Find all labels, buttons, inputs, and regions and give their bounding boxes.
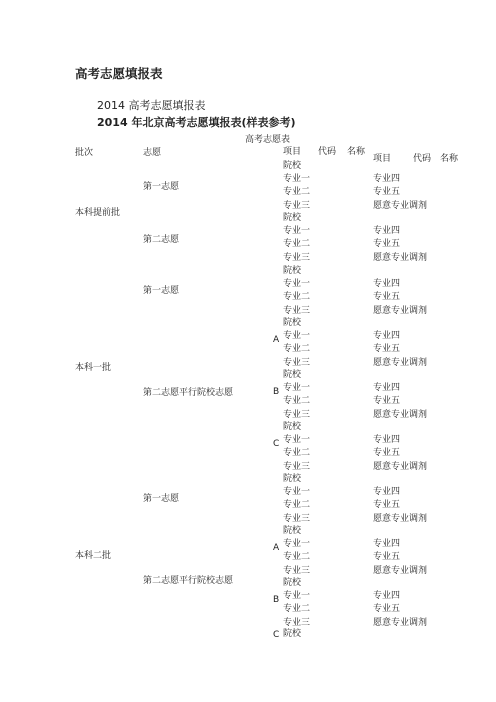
major-five-b1-w2: 专业五 bbox=[373, 239, 401, 250]
school-label-b2-pA: 院校 bbox=[283, 318, 302, 328]
school-label-b1-w1: 院校 bbox=[283, 161, 302, 171]
major-five-b3-pB: 专业五 bbox=[373, 604, 401, 615]
major-three-b2-w1: 专业三 bbox=[283, 305, 311, 316]
school-letter-b2-pB: B bbox=[273, 387, 280, 398]
header-name-left: 名称 bbox=[347, 147, 366, 157]
adjust-label-b2-pC: 愿意专业调剂 bbox=[373, 461, 428, 472]
header-wish: 志愿 bbox=[143, 148, 162, 158]
school-label-b2-pB: 院校 bbox=[283, 370, 302, 380]
major-four-b2-pB: 专业四 bbox=[373, 383, 401, 394]
major-one-b3-w1: 专业一 bbox=[283, 487, 311, 498]
wish-first-b1: 第一志愿 bbox=[143, 182, 180, 192]
school-label-b3-pA: 院校 bbox=[283, 526, 302, 536]
wish-first-b2: 第一志愿 bbox=[143, 286, 180, 296]
table-title: 2014 年北京高考志愿填报表(样表参考) bbox=[97, 116, 296, 129]
major-five-b2-w1: 专业五 bbox=[373, 292, 401, 303]
major-two-b2-pA: 专业二 bbox=[283, 344, 311, 355]
adjust-label-b1-w2: 愿意专业调剂 bbox=[373, 252, 428, 263]
major-five-b1-w1: 专业五 bbox=[373, 187, 401, 198]
major-one-b1-w1: 专业一 bbox=[283, 174, 311, 185]
major-two-b2-pB: 专业二 bbox=[283, 396, 311, 407]
major-one-b3-pB: 专业一 bbox=[283, 591, 311, 602]
school-label-b3-pB: 院校 bbox=[283, 578, 302, 588]
header-name-right: 名称 bbox=[440, 154, 459, 164]
major-three-b3-w1: 专业三 bbox=[283, 513, 311, 524]
major-five-b2-pC: 专业五 bbox=[373, 448, 401, 459]
major-one-b2-pC: 专业一 bbox=[283, 435, 311, 446]
wish-parallel-b3: 第二志愿平行院校志愿 bbox=[143, 576, 234, 586]
major-three-b2-pB: 专业三 bbox=[283, 409, 311, 420]
major-three-b1-w1: 专业三 bbox=[283, 200, 311, 211]
major-one-b2-pA: 专业一 bbox=[283, 331, 311, 342]
school-letter-b2-pA: A bbox=[273, 335, 280, 346]
major-four-b2-w1: 专业四 bbox=[373, 279, 401, 290]
batch-early: 本科提前批 bbox=[75, 208, 121, 218]
school-letter-b3-pA: A bbox=[273, 543, 280, 554]
major-five-b3-w1: 专业五 bbox=[373, 500, 401, 511]
major-two-b3-pB: 专业二 bbox=[283, 604, 311, 615]
major-four-b2-pA: 专业四 bbox=[373, 331, 401, 342]
major-two-b2-w1: 专业二 bbox=[283, 292, 311, 303]
adjust-label-b1-w1: 愿意专业调剂 bbox=[373, 200, 428, 211]
major-one-b2-pB: 专业一 bbox=[283, 383, 311, 394]
major-five-b2-pA: 专业五 bbox=[373, 344, 401, 355]
major-one-b2-w1: 专业一 bbox=[283, 279, 311, 290]
batch-second: 本科二批 bbox=[75, 551, 112, 561]
header-code-right: 代码 bbox=[413, 154, 432, 164]
major-four-b3-pA: 专业四 bbox=[373, 539, 401, 550]
doc-subtitle: 2014 高考志愿填报表 bbox=[97, 99, 206, 112]
adjust-label-b3-pA: 愿意专业调剂 bbox=[373, 565, 428, 576]
adjust-label-b2-pA: 愿意专业调剂 bbox=[373, 357, 428, 368]
batch-first: 本科一批 bbox=[75, 363, 112, 373]
school-letter-b3-pC: C bbox=[273, 630, 280, 640]
major-one-b3-pA: 专业一 bbox=[283, 539, 311, 550]
adjust-label-b2-pB: 愿意专业调剂 bbox=[373, 409, 428, 420]
major-two-b1-w2: 专业二 bbox=[283, 239, 311, 250]
header-batch: 批次 bbox=[75, 148, 94, 158]
major-two-b1-w1: 专业二 bbox=[283, 187, 311, 198]
major-two-b3-pA: 专业二 bbox=[283, 552, 311, 563]
major-four-b3-w1: 专业四 bbox=[373, 487, 401, 498]
major-three-b2-pC: 专业三 bbox=[283, 461, 311, 472]
header-code-left: 代码 bbox=[318, 147, 337, 157]
major-three-b1-w2: 专业三 bbox=[283, 252, 311, 263]
header-item-right: 项目 bbox=[373, 154, 392, 164]
table-caption: 高考志愿表 bbox=[245, 135, 291, 145]
major-four-b1-w2: 专业四 bbox=[373, 226, 401, 237]
school-letter-b2-pC: C bbox=[273, 439, 280, 450]
school-label-b1-w2: 院校 bbox=[283, 213, 302, 223]
major-four-b3-pB: 专业四 bbox=[373, 591, 401, 602]
school-label-b2-pC: 院校 bbox=[283, 422, 302, 432]
major-four-b2-pC: 专业四 bbox=[373, 435, 401, 446]
adjust-label-b3-w1: 愿意专业调剂 bbox=[373, 513, 428, 524]
doc-title: 高考志愿填报表 bbox=[75, 66, 163, 81]
school-label-b3-pC: 院校 bbox=[283, 629, 302, 639]
adjust-label-b3-pB: 愿意专业调剂 bbox=[373, 617, 428, 628]
adjust-label-b2-w1: 愿意专业调剂 bbox=[373, 305, 428, 316]
header-item-left: 项目 bbox=[283, 147, 302, 157]
school-label-b3-w1: 院校 bbox=[283, 474, 302, 484]
major-two-b3-w1: 专业二 bbox=[283, 500, 311, 511]
school-label-b2-w1: 院校 bbox=[283, 266, 302, 276]
major-two-b2-pC: 专业二 bbox=[283, 448, 311, 459]
wish-second-b1: 第二志愿 bbox=[143, 235, 180, 245]
major-one-b1-w2: 专业一 bbox=[283, 226, 311, 237]
major-three-b2-pA: 专业三 bbox=[283, 357, 311, 368]
major-four-b1-w1: 专业四 bbox=[373, 174, 401, 185]
major-three-b3-pA: 专业三 bbox=[283, 565, 311, 576]
school-letter-b3-pB: B bbox=[273, 595, 280, 606]
major-five-b3-pA: 专业五 bbox=[373, 552, 401, 563]
major-three-b3-pB: 专业三 bbox=[283, 617, 311, 628]
wish-first-b3: 第一志愿 bbox=[143, 494, 180, 504]
wish-parallel-b2: 第二志愿平行院校志愿 bbox=[143, 388, 234, 398]
major-five-b2-pB: 专业五 bbox=[373, 396, 401, 407]
